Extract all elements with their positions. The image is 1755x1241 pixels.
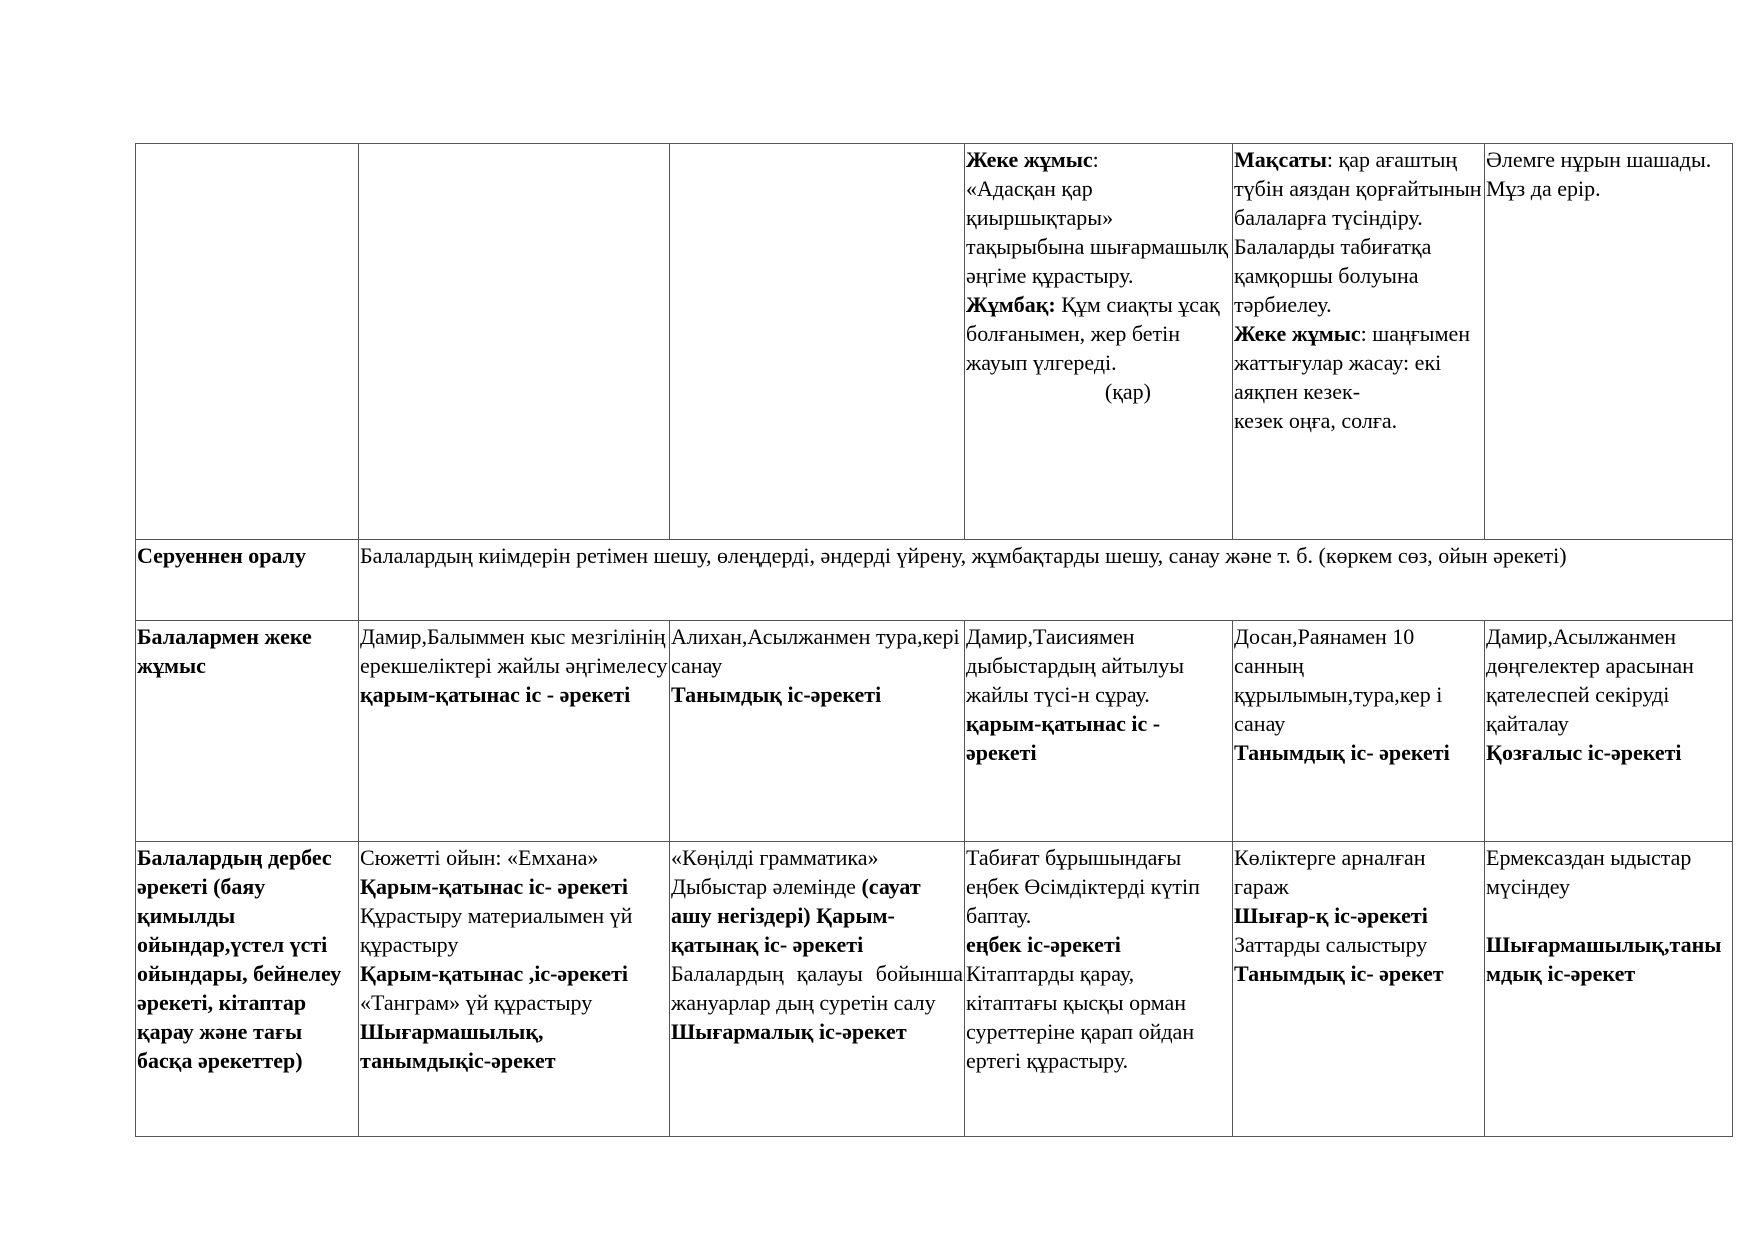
cell-text: Досан,Раянамен 10 санның құрылымын,тура,кер і санау — [1234, 624, 1443, 736]
table-cell — [965, 144, 1233, 540]
table-cell-empty — [670, 144, 965, 540]
activity-type: Танымдық іс-әрекеті — [671, 682, 882, 707]
table-row — [136, 144, 1733, 540]
activity-type: Қарым-қатынас іс- әрекеті — [360, 874, 628, 899]
table-cell — [1485, 144, 1733, 540]
goal-text: : қар ағаштың түбін аяздан қорғайтынын балаларға түсіндіру. Балаларды табиғатқа қамқоршы болуына тәрбиелеу. — [1234, 147, 1482, 317]
riddle-text: Құм сиақты ұсақ болғанымен, жер бетін жауып үлгереді. — [966, 292, 1220, 375]
individual-work-text: «Адасқан қар қиыршықтары» тақырыбына шығармашылқ әңгіме құрастыру. — [966, 176, 1229, 288]
table-cell — [1485, 621, 1733, 842]
activity-type: еңбек іс-әрекеті — [966, 932, 1121, 957]
table-cell — [965, 842, 1233, 1137]
goal-label: Мақсаты — [1234, 147, 1327, 172]
activity-type: қарым-қатынас іс - әрекеті — [360, 682, 631, 707]
poem-line: Мұз да ерір. — [1486, 176, 1601, 201]
activity-type: Шығармашылық, танымдықіс-әрекет — [360, 1019, 556, 1073]
table-row — [136, 842, 1733, 1137]
cell-text: Құрастыру материалымен үй құрастыру — [360, 903, 633, 957]
cell-text: «Танграм» үй құрастыру — [360, 990, 593, 1015]
cell-text: Дамир,Балыммен кыс мезгілінің ерекшеліктері жайлы әңгімелесу — [360, 624, 668, 678]
table-cell — [359, 842, 670, 1137]
cell-text: Көліктерге арналған гараж — [1234, 845, 1426, 899]
individual-work-text: : шаңғымен жаттығулар жасау: екі аяқпен кезек- — [1234, 321, 1471, 404]
table-cell — [359, 621, 670, 842]
activity-type: (сауат ашу негіздері) Қарым-қатынақ іс- әрекеті — [671, 874, 921, 957]
row-label: Серуеннен оралу — [136, 540, 359, 621]
activity-type: Шығармашылық,танымдық іс-әрекет — [1486, 932, 1722, 986]
cell-text: Дамир,Асылжанмен дөңгелектер арасынан қателеспей секіруді қайталау — [1486, 624, 1694, 736]
table-cell — [670, 842, 965, 1137]
activity-type: Қозғалыс іс-әрекеті — [1486, 740, 1682, 765]
table-row — [136, 621, 1733, 842]
table-cell — [1233, 621, 1485, 842]
riddle-answer: (қар) — [1104, 379, 1151, 404]
schedule-table — [135, 143, 1733, 1137]
table-cell — [1233, 144, 1485, 540]
cell-text: Сюжетті ойын: «Емхана» — [360, 845, 599, 870]
activity-type: қарым-қатынас іс - әрекеті — [966, 711, 1161, 765]
individual-work-text-continued: кезек оңға, солға. — [1234, 408, 1398, 433]
cell-text: Балалардың қалауы бойынша жануарлар дың суретін салу — [671, 961, 963, 1015]
cell-text: «Көңілді грамматика» — [671, 845, 879, 870]
table-cell — [670, 621, 965, 842]
table-cell — [1233, 842, 1485, 1137]
table-row — [136, 540, 1733, 621]
cell-text: Дамир,Таисиямен дыбыстардың айтылуы жайлы түсі-н сұрау. — [966, 624, 1185, 707]
cell-text: Кітаптарды қарау, кітаптағы қысқы орман суреттеріне қарап ойдан ертегі құрастыру. — [966, 961, 1195, 1073]
activity-type: Шығар-қ іс-әрекеті — [1234, 903, 1428, 928]
spacer — [1486, 901, 1731, 930]
riddle-label: Жұмбақ: — [966, 292, 1056, 317]
individual-work-label: Жеке жұмыс — [966, 147, 1093, 172]
activity-type: Танымдық іс- әрекеті — [1234, 740, 1450, 765]
activity-type: Шығармалық іс-әрекет — [671, 1019, 907, 1044]
table-cell — [1485, 842, 1733, 1137]
table-cell-empty — [359, 144, 670, 540]
table-cell-empty — [136, 144, 359, 540]
activity-type: Танымдық іс- әрекет — [1234, 961, 1444, 986]
cell-text: Табиғат бұрышындағы еңбек Өсімдіктерді күтіп баптау. — [966, 845, 1200, 928]
row-label: Балалармен жеке жұмыс — [136, 621, 359, 842]
cell-text: Дыбыстар әлемінде — [671, 874, 862, 899]
activity-type: Қарым-қатынас ,іс-әрекеті — [360, 961, 628, 986]
cell-text: Алихан,Асылжанмен тура,кері санау — [671, 624, 960, 678]
row-label: Балалардың дербес әрекеті (баяу қимылды ойындар,үстел үсті ойындары, бейнелеу әрекеті, кітаптар қарау және тағы басқа әрекеттер) — [136, 842, 359, 1137]
table-cell-merged: Балалардың киімдерін ретімен шешу, өлеңдерді, әндерді үйрену, жұмбақтарды шешу, санау және т. б. (көркем сөз, ойын әрекеті) — [359, 540, 1733, 621]
individual-work-label: Жеке жұмыс — [1234, 321, 1361, 346]
cell-text: Заттарды салыстыру — [1234, 932, 1428, 957]
table-cell — [965, 621, 1233, 842]
poem-line: Әлемге нұрын шашады. — [1486, 147, 1712, 172]
cell-text: Ермексаздан ыдыстар мүсіндеу — [1486, 845, 1692, 899]
colon: : — [1092, 147, 1099, 172]
